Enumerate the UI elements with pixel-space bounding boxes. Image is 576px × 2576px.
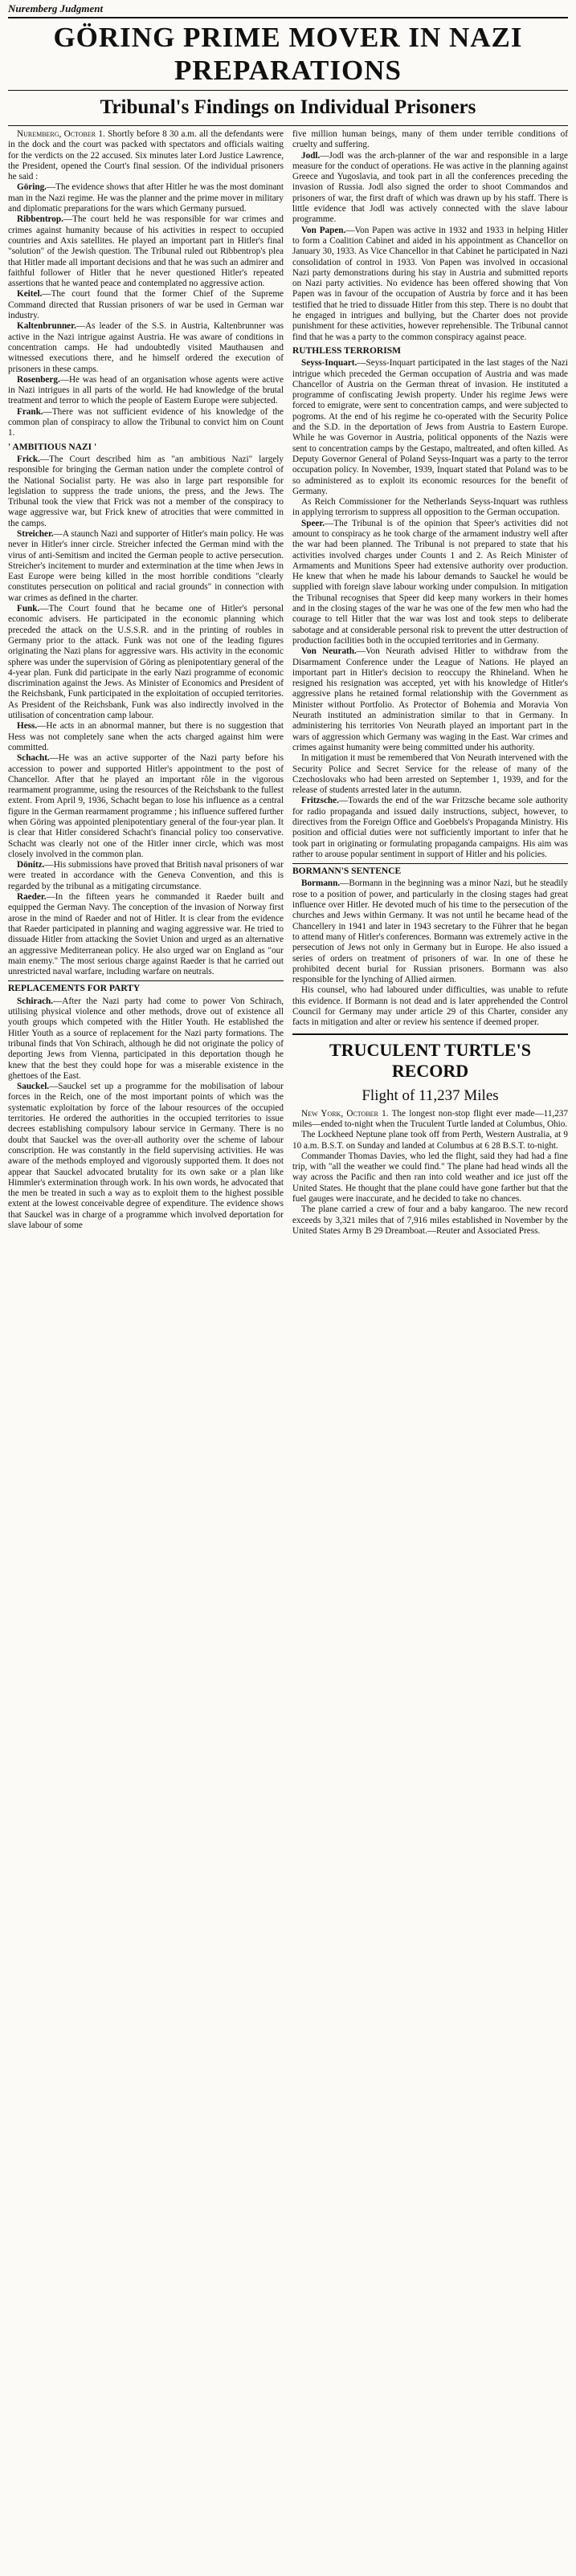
paragraph-text: —Seyss-Inquart participated in the last stages of the Nazi intrigue which preceded the German occupation of Austria and was made Chancellor of Austria on the German threat of invasion. He instituted a programme of confiscating Jewish property. Under his regime Jews were forced to emigrate, were sent to concentration camps, and were subjected to pogroms. At the end of his regime he co-operated with the Security Police and the S.D. in the deportation of Jews from Austria to Eastern Europe. While he was Governor in Austria, political opponents of the Nazis were sent to concentration camps by the Gestapo, maltreated, and often killed. As Deputy Governor General of Poland Seyss-Inquart was a party to the terror occupation policy. In November, 1939, Inquart stated that Poland was to be so administered as to exploit its economic resources for the benefit of Germany.: [292, 358, 568, 496]
section-subheading: ' AMBITIOUS NAZI ': [8, 442, 97, 452]
left-column: [8, 129, 284, 1237]
paragraph-text: His counsel, who had laboured under difficulties, was unable to refute this evidence. If Bormann is not dead and is later apprehended the Control Council for Germany may under article 29 of this Charter, consider any facts in mitigation and alter or review his sentence if deemed proper.: [292, 985, 568, 1028]
article-paragraph: [8, 997, 284, 1082]
article-paragraph: [8, 892, 284, 977]
right-column-body: [292, 129, 568, 1029]
right-column: [292, 129, 568, 1237]
paragraph-text: —He was head of an organisation whose agents were active in Nazi intrigues in all parts of the world. He had knowledge of the brutal treatment and terror to which the people of Eastern Europe were subjected.: [8, 374, 284, 406]
second-article-body: [292, 1109, 568, 1237]
paragraph-text: In mitigation it must be remembered that Von Neurath intervened with the Security Police and Secret Service for the release of many of the Czechoslovaks who had been arrested on September 1, 1939, and for the release of students arrested later in the autumn.: [292, 753, 568, 796]
defendant-name: Streicher.: [17, 528, 54, 539]
paragraph-text: —The court held he was responsible for war crimes and crimes against humanity because of his activities in respect to occupied countries and Axis satellites. He played an important part in Hitler's final "solution" of the Jewish question. The Tribunal ruled out Ribbentrop's plea that Hitler made all important decisions and that he was such an admirer and faithful follower of Hitler that he never questioned Hitler's repeated assertions that he wanted peace and contemplated no aggressive action.: [8, 214, 284, 289]
paragraph-text: The plane carried a crew of four and a baby kangaroo. The new record exceeds by 3,321 miles that of 7,916 miles established in November by the United States Army B 29 Dreamboat.—Reuter and Associated Press.: [292, 1204, 568, 1236]
sub-headline: Tribunal's Findings on Individual Prisoners: [100, 96, 476, 118]
paragraph-text: The Lockheed Neptune plane took off from Perth, Western Australia, at 9 10 a.m. B.S.T. on Sunday and landed at Columbus at 6 28 B.S.T. to-night.: [292, 1130, 568, 1151]
paragraph-text: —The Court described him as "an ambitious Nazi" largely responsible for bringing the German nation under the complete control of the National Socialist party. He was also in large part responsible for legislation to suppress the trade unions, the press, and the Jews. The Tribunal took the view that Frick was not a member of the conspiracy to wage aggressive war, but Frick knew of atrocities that were committed in the camps.: [8, 454, 284, 528]
paragraph-text: five million human beings, many of them under terrible conditions of cruelty and suffering.: [292, 129, 568, 150]
paragraph-text: The longest non-stop flight ever made—11,237 miles—ended to-night when the Truculent Turtle landed at Columbus, Ohio.: [292, 1108, 568, 1129]
paragraph-text: —Towards the end of the war Fritzsche became sole authority for radio propaganda and issued daily instructions, subject, however, to directives from the Foreign Office and Goebbels's Propaganda Ministry. His position and official duties were not sufficiently important to infer that he took part in originating or formulating propaganda campaigns. His aim was rather to arouse popular sentiment in support of Hitler and his policies.: [292, 796, 568, 859]
article-paragraph: [8, 407, 284, 439]
headline-divider: [8, 90, 568, 91]
paragraph-text: Shortly before 8 30 a.m. all the defendants were in the dock and the court was packed with spectators and officials waiting for the verdicts on the 22 accused. Six minutes later Lord Justice Lawrence, the President, opened the Court's final session. Of the individual prisoners he said :: [8, 129, 284, 182]
article-paragraph: [292, 519, 568, 647]
defendant-name: Göring.: [17, 182, 47, 193]
article-paragraph: [8, 604, 284, 721]
defendant-name: Rosenberg.: [17, 374, 60, 385]
paragraph-text: —The Tribunal is of the opinion that Speer's activities did not amount to conspiracy as he took charge of the armament industry well after the war had been planned. The Tribunal is not prepared to state that his activities involved charges under Counts 1 and 2. As Reich Minister of Armaments and Munitions Speer had extensive authority over production. He knew that when he made his labour demands to Sauckel he would be supplied with foreign slave labour working under compulsion. In mitigation the Tribunal recognises that Speer did keep many workers in their homes and in the closing stages of the war he was one of the few men who had the courage to tell Hitler that the war was lost and took steps to deliberate sabotage and at considerable personal risk to prevent the utter destruction of production facilities both in the occupied territories and in Germany.: [292, 518, 568, 646]
paragraph-text: —Von Neurath advised Hitler to withdraw from the Disarmament Conference under the League of Nations. He played an important part in Hitler's decision to reoccupy the Rhineland. When he resigned his resignation was accepted, yet with his knowledge of Hitler's aggressive plans he retained formal relationship with the Government as Minister without Portfolio. As Protector of Bohemia and Moravia Von Neurath instituted an administration similar to that in Germany. In administering his territories Von Neurath played an important part in the wars of aggression which Germany was waging in the East. War crimes and crimes against humanity were being committed under his authority.: [292, 646, 568, 752]
paragraph-text: —He acts in an abnormal manner, but there is no suggestion that Hess was not completely sane when the acts charged against him were committed.: [8, 721, 284, 752]
article-paragraph: [8, 753, 284, 860]
article-paragraph: [8, 454, 284, 529]
article-paragraph: [292, 129, 568, 151]
article-paragraph: [292, 151, 568, 226]
article-paragraph: [292, 1151, 568, 1204]
defendant-name: Fritzsche.: [301, 796, 339, 806]
defendant-name: Jodl.: [301, 150, 321, 161]
defendant-name: Ribbentrop.: [17, 214, 63, 225]
second-headline: TRUCULENT TURTLE'S RECORD: [329, 1039, 531, 1081]
subheadline-divider: [8, 125, 568, 126]
paragraph-text: —The Court found that he became one of Hitler's personal economic advisers. He participated in the economic planning which preceded the attack on the U.S.S.R. and in the printing of roubles in Germany prior to the attack. Funk was not one of the leading figures originating the Nazi plans for aggressive wars. His activity in the economic sphere was under the supervision of Göring as plenipotentiary general of the 4-year plan. Funk did participate in the early Nazi programme of economic discrimination against the Jews. As Minister of Economics and President of the Reichsbank, Funk participated in the exploitation of occupied territories. As President of the Reichsbank, Funk was also indirectly involved in the utilisation of concentration camp labour.: [8, 604, 284, 721]
article-paragraph: [292, 753, 568, 796]
defendant-name: Kaltenbrunner.: [17, 321, 76, 332]
defendant-name: Von Neurath.: [301, 646, 357, 657]
paragraph-text: —Von Papen was active in 1932 and 1933 in helping Hitler to form a Coalition Cabinet and aided in his appointment as Chancellor on January 30, 1933. As Vice Chancellor in that Cabinet he participated in Nazi consolidation of control in 1933. Von Papen was involved in occasional Nazi party demonstrations during his stay in Austria and submitted reports on Nazi party activities. No evidence has been offered showing that Von Papen was in favour of the occupation of Austria by force and it has been testified that he tried to dissuade Hitler from this step. There is no doubt that he engaged in intrigues and bullying, but the Charter does not provide punishment for these activities, however reprehensible. The Tribunal cannot find that he was a party to the common conspiracy against peace.: [292, 225, 568, 342]
article-paragraph: [8, 529, 284, 604]
paragraph-text: —The court found that the former Chief of the Supreme Command directed that Russian prisoners of war be used in German war industry.: [8, 289, 284, 321]
article-paragraph: [8, 321, 284, 374]
paragraph-text: —Bormann in the beginning was a minor Nazi, but he steadily rose to a position of power, and particularly in the closing stages had great influence over Hitler. He devoted much of his time to the persecution of the churches and Jews within Germany. It was not until he became head of the Chancellery in 1941 and later in 1943 secretary to the Führer that he began to attend many of Hitler's conferences. Bormann was extremely active in the persecution of Jews not only in Germany but in Europe. He also issued a series of orders on treatment of prisoners of war. In one of these he prohibited decent burial for Russian prisoners. Bormann was also responsible for the lynching of Allied airmen.: [292, 878, 568, 985]
article-paragraph: [292, 1109, 568, 1131]
dateline: Nuremberg, October 1.: [17, 129, 105, 139]
dateline: New York, October 1.: [301, 1108, 389, 1119]
defendant-name: Schacht.: [17, 753, 50, 764]
article-paragraph: [292, 226, 568, 343]
paragraph-text: —He was an active supporter of the Nazi party before his accession to power and supported Hitler's appointment to the post of Chancellor. After that he played an important rôle in the vigorous rearmament programme, using the resources of the Reichsbank to the fullest extent. From April 9, 1936, Schacht began to lose his influence as a central figure in the German rearmament programme ; his influence suffered further when Göring was appointed plenipotentiary general of the four-year plan. It is clear that Hitler considered Schacht's financial policy too conservative. Schacht was clearly not one of the Hitler inner circle, which was most closely involved in the common plan.: [8, 753, 284, 859]
paragraph-text: —As leader of the S.S. in Austria, Kaltenbrunner was active in the Nazi intrigue against Austria. He was aware of conditions in concentration camps. He had undoubtedly visited Mauthausen and witnessed executions there, and he himself ordered the execution of prisoners in these camps.: [8, 321, 284, 374]
paragraph-text: As Reich Commissioner for the Netherlands Seyss-Inquart was ruthless in applying terrorism to suppress all opposition to the German occupation.: [292, 497, 568, 518]
section-subheading: REPLACEMENTS FOR PARTY: [8, 980, 284, 994]
article-paragraph: [292, 985, 568, 1028]
section-kicker: Nuremberg Judgment: [8, 0, 568, 18]
section-subheading: BORMANN'S SENTENCE: [292, 863, 568, 877]
paragraph-text: —There was not sufficient evidence of his knowledge of the common plan of conspiracy to allow the Tribunal to convict him on Count 1.: [8, 406, 284, 438]
defendant-name: Von Papen.: [301, 225, 346, 235]
defendant-name: Funk.: [17, 604, 40, 614]
article-paragraph: [292, 878, 568, 985]
defendant-name: Bormann.: [301, 878, 341, 889]
defendant-name: Speer.: [301, 518, 325, 528]
defendant-name: Sauckel.: [17, 1082, 50, 1092]
defendant-name: Keitel.: [17, 289, 43, 300]
section-subheading: RUTHLESS TERRORISM: [292, 345, 401, 356]
paragraph-text: —Jodl was the arch-planner of the war and responsible in a large measure for the conduct of operations. He was active in the planning against Greece and Yugoslavia, and took part in all the conferences preceding the invasion of Russia. Jodl also signed the order to shoot Commandos and prisoners of war, the first draft of which was drawn up by his staff. There is little evidence that Jodl was actively connected with the slave labour programme.: [292, 150, 568, 225]
paragraph-text: —Sauckel set up a programme for the mobilisation of labour forces in the Reich, one of the most important points of which was the systematic exploitation by force of the labour resources of the occupied territories. He ordered the authorities in the occupied territories to issue decrees establishing compulsory labour service in Germany. There is no doubt that Sauckel was the over-all authority over the scheme of labour conscription. He was constantly in the field supervising activities. He was aware of the methods employed and vigorously supported them. It does not appear that Sauckel advocated brutality for its own sake or a plan like Himmler's extermination through work. In his own words, he advocated that the men be treated in such a way as to exploit them to the highest possible extent at the lowest conceivable degree of expenditure. The evidence shows that Sauckel was in charge of a programme which involved deportation for slave labour of some: [8, 1082, 284, 1230]
article-paragraph: [292, 646, 568, 753]
defendant-name: Schirach.: [17, 996, 54, 1006]
article-paragraph: [8, 182, 284, 214]
article-columns: [8, 129, 568, 1237]
article-paragraph: [8, 289, 284, 321]
defendant-name: Raeder.: [17, 892, 47, 903]
paragraph-text: —His submissions have proved that British naval prisoners of war were treated in accordance with the Geneva Convention, and this is regarded by the tribunal as a mitigating circumstance.: [8, 860, 284, 891]
article-paragraph: [8, 1082, 284, 1231]
article-paragraph: [292, 358, 568, 497]
article-paragraph: [8, 721, 284, 753]
paragraph-text: Commander Thomas Davies, who led the flight, said they had had a fine trip, with "all the weather we could find." The plane had head winds all the way across the Pacific and then ran into cold weather and ice just off the United States. He thought that the plane could have gone farther but that the fuel gauges were inaccurate, and he decided to take no chances.: [292, 1151, 568, 1204]
article-paragraph: [8, 129, 284, 182]
article-paragraph: [8, 214, 284, 289]
article-paragraph: [292, 1130, 568, 1151]
defendant-name: Hess.: [17, 721, 38, 732]
paragraph-text: —In the fifteen years he commanded it Raeder built and equipped the German Navy. The conception of the invasion of Norway first arose in the mind of Raeder and not of Hitler. It is clear from the evidence that Raeder participated in planning and waging aggressive war. He tried to dissuade Hitler from attacking the Soviet Union and urged as an alternative an aggressive Mediterranean policy. He also urged war on England as "our main enemy." The most serious charge against Raeder is that he carried out unrestricted naval warfare, including warfare on neutrals.: [8, 892, 284, 977]
second-article: [292, 1033, 568, 1237]
article-paragraph: [292, 1204, 568, 1237]
defendant-name: Frick.: [17, 454, 40, 464]
article-paragraph: [292, 497, 568, 519]
defendant-name: Frank.: [17, 406, 43, 417]
paragraph-text: —After the Nazi party had come to power Von Schirach, utilising physical violence and other methods, drove out of existence all youth groups which competed with the Hitler Youth. He established the Hitler Youth as a source of replacement for the Nazi party formations. The tribunal finds that Von Schirach, although he did not originate the policy of deporting Jews from Vienna, participated in this deportation though he knew that the best they could hope for was a miserable existence in the ghettoes of the East.: [8, 996, 284, 1081]
paragraph-text: —A staunch Nazi and supporter of Hitler's main policy. He was never in Hitler's inner circle. Streicher infected the German mind with the virus of anti-Semitism and incited the German people to active persecution. Streicher's incitement to murder and extermination at the time when Jews in East Europe were being killed in the most horrible conditions "clearly constitutes persecution on political and racial grounds" in connection with war crimes as defined in the charter.: [8, 528, 284, 603]
second-subheadline: Flight of 11,237 Miles: [362, 1086, 499, 1104]
defendant-name: Dönitz.: [17, 860, 45, 870]
defendant-name: Seyss-Inquart.: [301, 358, 357, 369]
article-paragraph: [292, 796, 568, 860]
article-paragraph: [8, 860, 284, 892]
article-paragraph: [8, 375, 284, 407]
main-headline: GÖRING PRIME MOVER IN NAZI PREPARATIONS: [53, 22, 523, 86]
paragraph-text: —The evidence shows that after Hitler he was the most dominant man in the Nazi regime. He was the planner and the prime mover in military and diplomatic preparations for the wars which Germany pursued.: [8, 182, 284, 214]
